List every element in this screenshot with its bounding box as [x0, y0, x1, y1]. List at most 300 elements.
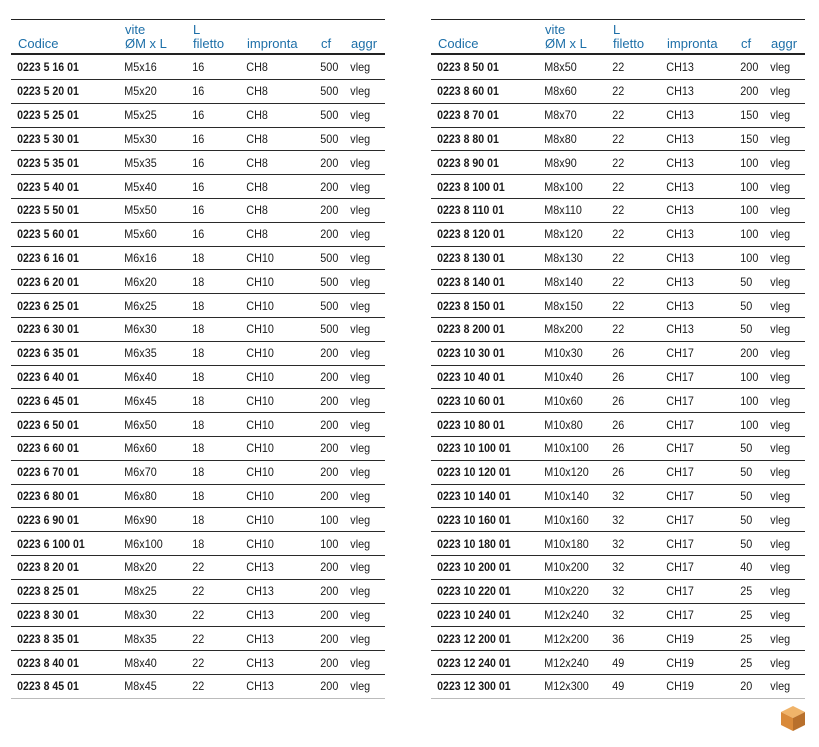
- cell-impronta: CH19: [660, 674, 727, 698]
- cell-aggr: vleg: [764, 175, 801, 199]
- table-row: [11, 127, 385, 151]
- cell-l-filetto: 22: [606, 103, 655, 127]
- cell-cf: 500: [314, 294, 341, 318]
- cell-codice: 0223 6 100 01: [11, 532, 105, 556]
- col-header-aggr: aggr: [764, 20, 805, 55]
- cell-vite: M8x60: [538, 80, 599, 104]
- cell-cf: 25: [734, 603, 761, 627]
- table-row: [431, 270, 805, 294]
- cell-l-filetto: 18: [186, 508, 235, 532]
- cell-aggr: vleg: [764, 484, 801, 508]
- cell-aggr: vleg: [344, 54, 381, 80]
- cell-impronta: CH8: [240, 80, 307, 104]
- cell-codice: 0223 8 45 01: [11, 674, 105, 698]
- cell-aggr: vleg: [344, 341, 381, 365]
- cell-vite: M8x130: [538, 246, 599, 270]
- cell-aggr: vleg: [764, 365, 801, 389]
- cell-cf: 100: [734, 198, 761, 222]
- table-row: [431, 246, 805, 270]
- cell-l-filetto: 22: [186, 674, 235, 698]
- col-header-codice: Codice: [11, 20, 118, 55]
- cell-aggr: vleg: [764, 341, 801, 365]
- cell-l-filetto: 18: [186, 317, 235, 341]
- cell-l-filetto: 32: [606, 555, 655, 579]
- cell-codice: 0223 6 25 01: [11, 294, 105, 318]
- cell-l-filetto: 18: [186, 413, 235, 437]
- cell-vite: M6x80: [118, 484, 179, 508]
- cell-cf: 100: [734, 222, 761, 246]
- cell-aggr: vleg: [764, 127, 801, 151]
- cell-impronta: CH17: [660, 436, 727, 460]
- cell-impronta: CH13: [240, 579, 307, 603]
- cell-impronta: CH13: [240, 603, 307, 627]
- cell-codice: 0223 6 45 01: [11, 389, 105, 413]
- cell-codice: 0223 5 25 01: [11, 103, 105, 127]
- cell-vite: M6x40: [118, 365, 179, 389]
- cell-cf: 25: [734, 579, 761, 603]
- cell-vite: M10x180: [538, 532, 599, 556]
- table-row: [431, 484, 805, 508]
- col-header-impronta: impronta: [240, 20, 314, 55]
- cell-impronta: CH17: [660, 460, 727, 484]
- cell-impronta: CH13: [240, 674, 307, 698]
- cell-codice: 0223 8 110 01: [431, 198, 525, 222]
- cell-codice: 0223 8 35 01: [11, 627, 105, 651]
- cell-cf: 50: [734, 484, 761, 508]
- col-header-aggr: aggr: [344, 20, 385, 55]
- cell-aggr: vleg: [344, 436, 381, 460]
- cell-l-filetto: 36: [606, 627, 655, 651]
- cell-cf: 50: [734, 436, 761, 460]
- cell-impronta: CH10: [240, 341, 307, 365]
- cell-aggr: vleg: [344, 603, 381, 627]
- cell-impronta: CH13: [660, 222, 727, 246]
- table-row: [11, 222, 385, 246]
- cell-codice: 0223 6 35 01: [11, 341, 105, 365]
- cell-vite: M8x150: [538, 294, 599, 318]
- cell-cf: 200: [314, 555, 341, 579]
- table-row: [11, 460, 385, 484]
- table-body-right: [431, 54, 805, 698]
- cell-vite: M5x50: [118, 198, 179, 222]
- table-row: [11, 603, 385, 627]
- cell-cf: 100: [734, 151, 761, 175]
- cell-vite: M10x120: [538, 460, 599, 484]
- cell-impronta: CH10: [240, 389, 307, 413]
- cell-vite: M8x140: [538, 270, 599, 294]
- table-row: [11, 579, 385, 603]
- cell-impronta: CH17: [660, 579, 727, 603]
- cell-aggr: vleg: [344, 151, 381, 175]
- cell-aggr: vleg: [344, 389, 381, 413]
- cell-codice: 0223 10 100 01: [431, 436, 525, 460]
- table-row: [431, 54, 805, 80]
- cell-vite: M10x100: [538, 436, 599, 460]
- cell-vite: M10x160: [538, 508, 599, 532]
- cell-aggr: vleg: [764, 603, 801, 627]
- table-row: [431, 532, 805, 556]
- cell-vite: M8x40: [118, 651, 179, 675]
- cell-aggr: vleg: [344, 365, 381, 389]
- cell-cf: 500: [314, 270, 341, 294]
- cell-l-filetto: 18: [186, 436, 235, 460]
- cell-vite: M8x25: [118, 579, 179, 603]
- cell-cf: 100: [734, 246, 761, 270]
- cell-l-filetto: 22: [186, 579, 235, 603]
- cell-cf: 200: [314, 603, 341, 627]
- table-row: [431, 365, 805, 389]
- cell-vite: M5x16: [118, 54, 179, 80]
- cell-aggr: vleg: [764, 651, 801, 675]
- table-row: [431, 222, 805, 246]
- cell-codice: 0223 5 35 01: [11, 151, 105, 175]
- cell-cf: 50: [734, 460, 761, 484]
- cell-aggr: vleg: [344, 222, 381, 246]
- cell-cf: 200: [314, 674, 341, 698]
- cell-impronta: CH10: [240, 270, 307, 294]
- cell-impronta: CH8: [240, 54, 307, 80]
- cell-codice: 0223 6 40 01: [11, 365, 105, 389]
- cell-aggr: vleg: [344, 532, 381, 556]
- cell-cf: 200: [314, 627, 341, 651]
- table-row: [431, 413, 805, 437]
- table-row: [431, 674, 805, 698]
- cell-aggr: vleg: [764, 80, 801, 104]
- table-header-row: [431, 20, 805, 55]
- cell-cf: 500: [314, 54, 341, 80]
- cell-aggr: vleg: [764, 674, 801, 698]
- cell-aggr: vleg: [344, 413, 381, 437]
- cell-codice: 0223 5 30 01: [11, 127, 105, 151]
- cell-impronta: CH8: [240, 103, 307, 127]
- cell-cf: 50: [734, 294, 761, 318]
- cell-aggr: vleg: [344, 579, 381, 603]
- table-row: [431, 80, 805, 104]
- cell-codice: 0223 6 60 01: [11, 436, 105, 460]
- table-row: [11, 365, 385, 389]
- cell-cf: 100: [314, 508, 341, 532]
- cell-impronta: CH10: [240, 413, 307, 437]
- col-header-impronta: impronta: [660, 20, 734, 55]
- cell-cf: 50: [734, 270, 761, 294]
- cell-codice: 0223 8 20 01: [11, 555, 105, 579]
- cell-impronta: CH13: [660, 127, 727, 151]
- cell-l-filetto: 16: [186, 103, 235, 127]
- cell-aggr: vleg: [764, 222, 801, 246]
- cell-codice: 0223 8 130 01: [431, 246, 525, 270]
- cell-impronta: CH13: [660, 54, 727, 80]
- cell-vite: M8x110: [538, 198, 599, 222]
- table-body-left: [11, 54, 385, 698]
- cell-codice: 0223 8 140 01: [431, 270, 525, 294]
- cell-l-filetto: 22: [186, 555, 235, 579]
- cell-codice: 0223 8 60 01: [431, 80, 525, 104]
- table-row: [11, 436, 385, 460]
- cell-vite: M10x60: [538, 389, 599, 413]
- cell-vite: M5x20: [118, 80, 179, 104]
- cell-l-filetto: 32: [606, 532, 655, 556]
- cell-aggr: vleg: [344, 317, 381, 341]
- cell-aggr: vleg: [764, 532, 801, 556]
- cell-impronta: CH13: [660, 198, 727, 222]
- cell-codice: 0223 8 50 01: [431, 54, 525, 80]
- cell-codice: 0223 10 60 01: [431, 389, 525, 413]
- cell-aggr: vleg: [344, 555, 381, 579]
- table-row: [11, 270, 385, 294]
- cell-cf: 40: [734, 555, 761, 579]
- cell-l-filetto: 32: [606, 484, 655, 508]
- col-header-vite: vite ØM x L: [118, 20, 186, 55]
- cell-aggr: vleg: [764, 198, 801, 222]
- cell-impronta: CH10: [240, 508, 307, 532]
- cell-cf: 50: [734, 508, 761, 532]
- cell-codice: 0223 5 60 01: [11, 222, 105, 246]
- cell-codice: 0223 8 90 01: [431, 151, 525, 175]
- table-row: [11, 294, 385, 318]
- cell-l-filetto: 22: [186, 603, 235, 627]
- table-row: [11, 246, 385, 270]
- cell-impronta: CH10: [240, 484, 307, 508]
- table-row: [11, 413, 385, 437]
- cell-aggr: vleg: [764, 294, 801, 318]
- table-row: [431, 603, 805, 627]
- cell-l-filetto: 26: [606, 460, 655, 484]
- cell-cf: 200: [314, 389, 341, 413]
- cell-codice: 0223 8 200 01: [431, 317, 525, 341]
- cell-vite: M6x30: [118, 317, 179, 341]
- cell-l-filetto: 18: [186, 270, 235, 294]
- table-row: [11, 508, 385, 532]
- table-row: [11, 627, 385, 651]
- cell-vite: M8x70: [538, 103, 599, 127]
- cell-l-filetto: 22: [606, 270, 655, 294]
- cell-l-filetto: 26: [606, 341, 655, 365]
- cell-aggr: vleg: [764, 436, 801, 460]
- cell-aggr: vleg: [764, 579, 801, 603]
- table-row: [11, 175, 385, 199]
- cell-l-filetto: 16: [186, 80, 235, 104]
- cell-vite: M8x35: [118, 627, 179, 651]
- cell-vite: M8x30: [118, 603, 179, 627]
- cell-codice: 0223 6 50 01: [11, 413, 105, 437]
- cell-impronta: CH8: [240, 198, 307, 222]
- cell-aggr: vleg: [344, 484, 381, 508]
- cell-impronta: CH13: [660, 80, 727, 104]
- cell-vite: M6x16: [118, 246, 179, 270]
- cell-impronta: CH10: [240, 246, 307, 270]
- cell-impronta: CH17: [660, 532, 727, 556]
- cell-aggr: vleg: [344, 198, 381, 222]
- table-row: [431, 127, 805, 151]
- cell-l-filetto: 18: [186, 365, 235, 389]
- cell-vite: M8x90: [538, 151, 599, 175]
- cell-codice: 0223 12 240 01: [431, 651, 525, 675]
- cell-vite: M6x100: [118, 532, 179, 556]
- col-header-codice: Codice: [431, 20, 538, 55]
- cell-impronta: CH8: [240, 175, 307, 199]
- cell-vite: M8x50: [538, 54, 599, 80]
- cell-l-filetto: 22: [606, 222, 655, 246]
- cell-l-filetto: 16: [186, 175, 235, 199]
- cell-codice: 0223 12 200 01: [431, 627, 525, 651]
- cell-cf: 150: [734, 127, 761, 151]
- cell-l-filetto: 26: [606, 413, 655, 437]
- cell-l-filetto: 22: [186, 651, 235, 675]
- cell-impronta: CH17: [660, 508, 727, 532]
- table-row: [11, 198, 385, 222]
- cell-aggr: vleg: [344, 103, 381, 127]
- cell-cf: 200: [734, 341, 761, 365]
- cell-codice: 0223 6 20 01: [11, 270, 105, 294]
- product-table-left: [11, 19, 385, 699]
- cell-l-filetto: 32: [606, 508, 655, 532]
- product-table-right: [431, 19, 805, 699]
- cell-impronta: CH17: [660, 484, 727, 508]
- cell-codice: 0223 6 90 01: [11, 508, 105, 532]
- cell-impronta: CH13: [660, 246, 727, 270]
- cell-codice: 0223 10 40 01: [431, 365, 525, 389]
- cell-impronta: CH8: [240, 127, 307, 151]
- table-row: [431, 651, 805, 675]
- cell-aggr: vleg: [764, 151, 801, 175]
- cell-codice: 0223 10 160 01: [431, 508, 525, 532]
- cell-impronta: CH13: [240, 627, 307, 651]
- cell-codice: 0223 5 16 01: [11, 54, 105, 80]
- cell-aggr: vleg: [764, 317, 801, 341]
- table-row: [11, 555, 385, 579]
- cell-codice: 0223 5 40 01: [11, 175, 105, 199]
- col-header-l-filetto: L filetto: [606, 20, 660, 55]
- cell-impronta: CH10: [240, 317, 307, 341]
- cell-impronta: CH13: [660, 294, 727, 318]
- cell-impronta: CH17: [660, 365, 727, 389]
- cell-aggr: vleg: [764, 270, 801, 294]
- cell-l-filetto: 32: [606, 579, 655, 603]
- cell-cf: 200: [314, 175, 341, 199]
- cell-codice: 0223 10 240 01: [431, 603, 525, 627]
- cell-impronta: CH13: [660, 270, 727, 294]
- cell-impronta: CH10: [240, 294, 307, 318]
- cell-cf: 150: [734, 103, 761, 127]
- cell-l-filetto: 18: [186, 460, 235, 484]
- cell-l-filetto: 22: [606, 317, 655, 341]
- cell-aggr: vleg: [344, 246, 381, 270]
- table-row: [11, 389, 385, 413]
- col-header-l-filetto: L filetto: [186, 20, 240, 55]
- cell-l-filetto: 16: [186, 54, 235, 80]
- cell-impronta: CH10: [240, 436, 307, 460]
- table-row: [431, 294, 805, 318]
- cell-impronta: CH10: [240, 460, 307, 484]
- cell-codice: 0223 6 30 01: [11, 317, 105, 341]
- cell-aggr: vleg: [344, 175, 381, 199]
- cell-vite: M12x300: [538, 674, 599, 698]
- table-row: [11, 674, 385, 698]
- cell-l-filetto: 49: [606, 651, 655, 675]
- table-row: [11, 80, 385, 104]
- cell-l-filetto: 16: [186, 127, 235, 151]
- cell-cf: 50: [734, 532, 761, 556]
- cell-codice: 0223 5 20 01: [11, 80, 105, 104]
- cell-l-filetto: 49: [606, 674, 655, 698]
- box-icon[interactable]: [779, 704, 807, 732]
- cell-vite: M8x20: [118, 555, 179, 579]
- cell-codice: 0223 10 180 01: [431, 532, 525, 556]
- table-row: [11, 317, 385, 341]
- cell-cf: 200: [734, 80, 761, 104]
- cell-vite: M10x140: [538, 484, 599, 508]
- table-row: [431, 579, 805, 603]
- cell-aggr: vleg: [764, 508, 801, 532]
- cell-l-filetto: 22: [606, 198, 655, 222]
- cell-impronta: CH13: [660, 317, 727, 341]
- cell-l-filetto: 18: [186, 389, 235, 413]
- table-row: [431, 151, 805, 175]
- cell-vite: M5x25: [118, 103, 179, 127]
- cell-aggr: vleg: [764, 627, 801, 651]
- cell-impronta: CH13: [660, 175, 727, 199]
- cell-vite: M10x40: [538, 365, 599, 389]
- cell-cf: 100: [734, 413, 761, 437]
- cell-l-filetto: 22: [606, 246, 655, 270]
- cell-cf: 100: [314, 532, 341, 556]
- cell-l-filetto: 26: [606, 389, 655, 413]
- cell-vite: M5x35: [118, 151, 179, 175]
- cell-cf: 200: [314, 436, 341, 460]
- cell-l-filetto: 16: [186, 151, 235, 175]
- cell-cf: 500: [314, 127, 341, 151]
- cell-impronta: CH10: [240, 532, 307, 556]
- cell-cf: 25: [734, 651, 761, 675]
- cell-cf: 200: [314, 341, 341, 365]
- cell-l-filetto: 22: [606, 54, 655, 80]
- cell-l-filetto: 32: [606, 603, 655, 627]
- cell-l-filetto: 22: [606, 127, 655, 151]
- table-header-row: [11, 20, 385, 55]
- cell-aggr: vleg: [344, 674, 381, 698]
- cell-codice: 0223 6 16 01: [11, 246, 105, 270]
- cell-l-filetto: 18: [186, 484, 235, 508]
- cell-codice: 0223 8 25 01: [11, 579, 105, 603]
- cell-impronta: CH13: [660, 151, 727, 175]
- cell-aggr: vleg: [764, 246, 801, 270]
- table-row: [11, 54, 385, 80]
- cell-cf: 200: [314, 151, 341, 175]
- cell-cf: 200: [314, 484, 341, 508]
- table-row: [11, 651, 385, 675]
- cell-l-filetto: 18: [186, 294, 235, 318]
- cell-vite: M6x20: [118, 270, 179, 294]
- cell-aggr: vleg: [764, 103, 801, 127]
- table-row: [11, 484, 385, 508]
- cell-cf: 200: [314, 579, 341, 603]
- cell-cf: 500: [314, 80, 341, 104]
- col-header-cf: cf: [734, 20, 764, 55]
- cell-vite: M8x120: [538, 222, 599, 246]
- cell-impronta: CH19: [660, 627, 727, 651]
- cell-aggr: vleg: [344, 80, 381, 104]
- cell-vite: M5x40: [118, 175, 179, 199]
- cell-l-filetto: 26: [606, 365, 655, 389]
- cell-cf: 500: [314, 317, 341, 341]
- cell-impronta: CH17: [660, 389, 727, 413]
- cell-cf: 100: [734, 175, 761, 199]
- cell-codice: 0223 8 150 01: [431, 294, 525, 318]
- cell-vite: M10x200: [538, 555, 599, 579]
- cell-vite: M5x30: [118, 127, 179, 151]
- cell-codice: 0223 5 50 01: [11, 198, 105, 222]
- cell-vite: M6x45: [118, 389, 179, 413]
